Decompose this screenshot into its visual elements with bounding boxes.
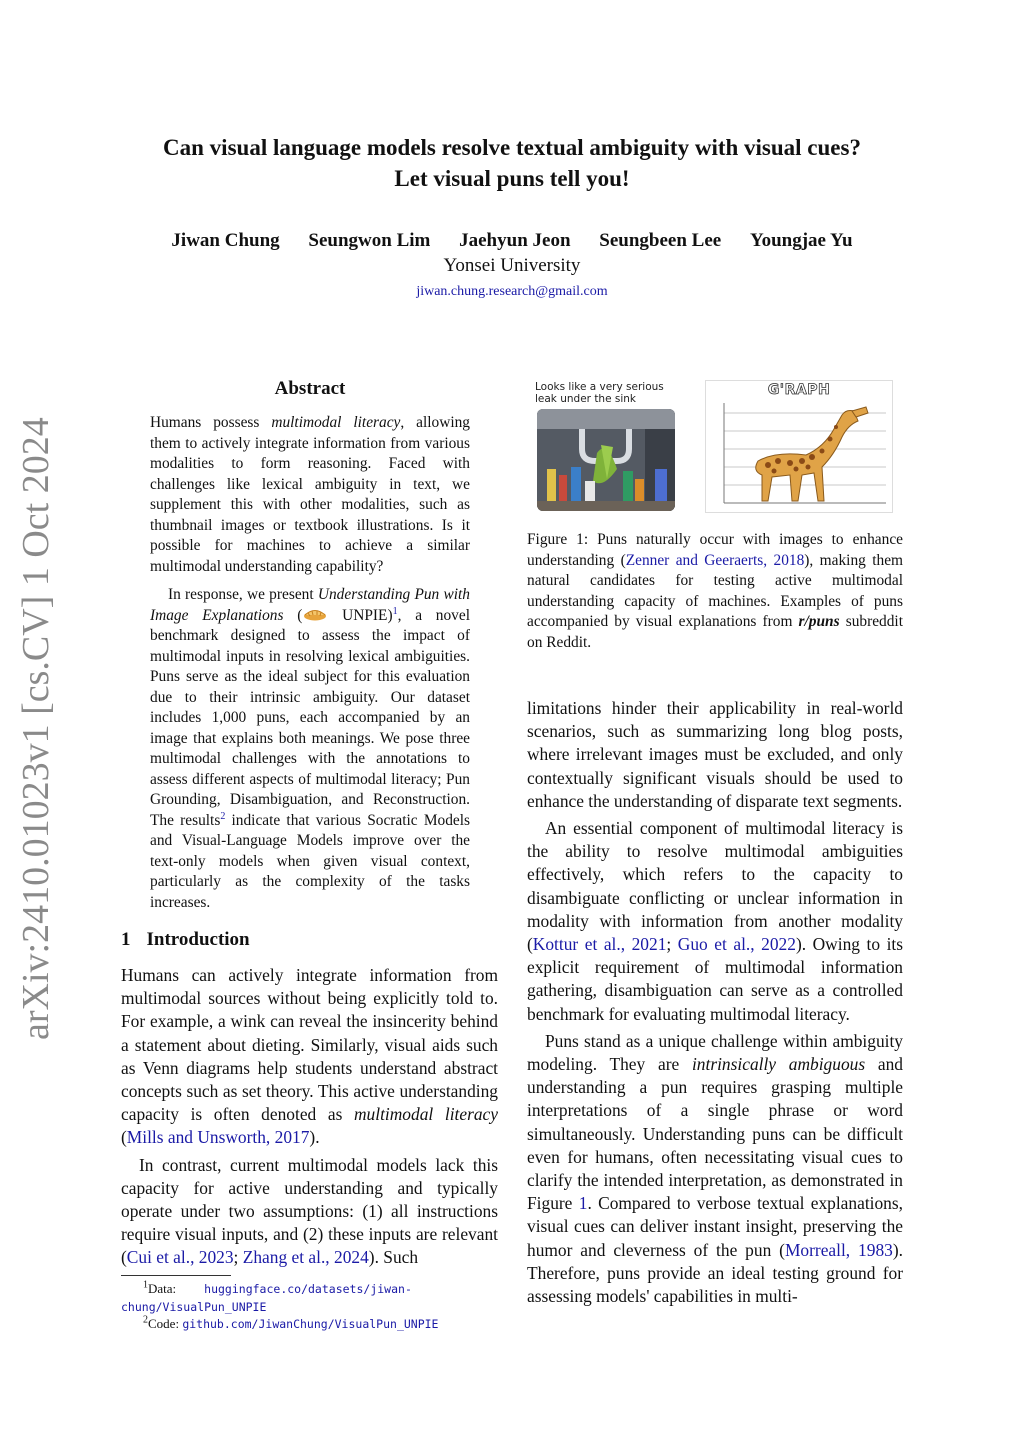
text: . Compared to verbose textual explanations, visual cues can deliver instant insight, preserving the humor and cleverness of the pun ( — [527, 1193, 903, 1260]
author-list — [80, 230, 944, 252]
footnote-rule — [121, 1275, 231, 1276]
emphasis: r/puns — [798, 613, 840, 630]
footnote-1 — [121, 1280, 501, 1316]
sink-leak-illustration — [537, 409, 675, 511]
footnote-mark: 2 — [143, 1314, 148, 1326]
section-heading — [121, 929, 250, 951]
left-column-body — [121, 964, 498, 1274]
text: In response, we present — [168, 586, 318, 603]
text: ). — [309, 1127, 320, 1148]
body-paragraph: limitations hinder their applicability in real-world scenarios, such as summarizing long blog posts, where irrelevant images must be excluded, and only contextually significant visuals should be used to enhance the understanding of disparate text segments. — [527, 698, 903, 811]
section-number: 1 — [121, 929, 131, 950]
text: ( — [121, 1127, 127, 1148]
text: ; — [233, 1247, 243, 1268]
title-line-1: Can visual language models resolve textual ambiguity with visual cues? — [163, 135, 861, 160]
citation-link[interactable]: Zhang et al., 2024 — [242, 1247, 369, 1268]
author: Seungwon Lim — [308, 230, 431, 251]
text: Humans possess — [150, 414, 272, 431]
text: Figure 1: Puns naturally occur with images to enhance understanding ( — [527, 531, 903, 569]
text: ), making them natural candidates for testing active multimodal understanding capacity of machines. Examples of puns accompanied by visual explanations from — [527, 551, 903, 630]
body-paragraph — [121, 964, 498, 1150]
text: ). Owing to its explicit requirement of multimodal information gathering, disambiguation can serve as a controlled benchmark for evaluating multimodal literacy. — [527, 934, 903, 1024]
text: ; — [666, 934, 678, 955]
text: ). Such — [368, 1247, 419, 1268]
author: Seungbeen Lee — [599, 230, 722, 251]
arxiv-identifier: arXiv:2410.01023v1 [cs.CV] 1 Oct 2024 — [15, 417, 57, 1040]
text: indicate that various Socratic Models and Visual-Language Models improve over the text-only models when given visual context, particularly as the complexity of the tasks increases. — [150, 811, 470, 911]
author: Jaehyun Jeon — [459, 230, 571, 251]
text: UNPIE) — [328, 606, 393, 624]
body-paragraph — [527, 817, 903, 1026]
graph-pun-title: G'RAPH — [767, 382, 831, 398]
right-column-body — [527, 697, 903, 1312]
body-paragraph — [527, 1030, 903, 1308]
citation-link[interactable]: Cui et al., 2023 — [126, 1247, 234, 1268]
abstract-heading: Abstract — [274, 378, 346, 399]
code-link[interactable]: github.com/JiwanChung/VisualPun_UNPIE — [182, 1317, 439, 1331]
text: Humans can actively integrate information from multimodal sources without being explicitly told to. For example, a wink can reveal the insincerity behind a statement about dieting. Similarly, visual aids such as Venn diagrams help students understand abstract concepts such as set theory. This active understanding capacity is often denoted as — [121, 965, 498, 1125]
text: Puns stand as a unique challenge within ambiguity modeling. They are — [527, 1030, 903, 1075]
author-email[interactable]: jiwan.chung.research@gmail.com — [416, 284, 608, 299]
title-line-2: Let visual puns tell you! — [394, 166, 630, 191]
sink-leak-photo — [537, 409, 675, 511]
dataset-link[interactable]: huggingface.co/datasets/jiwan-chung/VisualPun_UNPIE — [121, 1282, 412, 1314]
abstract-paragraph — [150, 585, 470, 913]
emphasis: intrinsically ambiguous — [691, 1054, 866, 1075]
pun-image-caption: Looks like a very serious leak under the sink — [535, 381, 664, 405]
pie-emoji-icon — [302, 607, 328, 621]
emphasis: multimodal literacy — [271, 414, 401, 431]
paper-title — [80, 132, 944, 194]
abstract-paragraph — [150, 413, 470, 577]
author: Youngjae Yu — [749, 230, 853, 251]
text: subreddit on Reddit. — [527, 613, 903, 651]
text: An essential component of multimodal literacy is the ability to resolve multimodal ambiguities effectively, which refers to the capacity to disambiguate conflicting or unclear information in modality with information from another modality ( — [527, 818, 903, 955]
author: Jiwan Chung — [171, 230, 280, 251]
text: and understanding a pun requires grasping multiple interpretations of a single phrase or word simultaneously. Understanding puns can be difficult even for humans, often necessitating visual cues to clarify the intended interpretation, as demonstrated in Figure — [527, 1054, 903, 1214]
abstract-body — [150, 413, 470, 921]
text: , a novel benchmark designed to assess the impact of multimodal inputs in resolving lexical ambiguities. Puns serve as the ideal subject for this evaluation due to their intrinsic ambiguity. Our dataset includes 1,000 puns, each accompanied by an image that explains both meanings. We pose three multimodal challenges with the annotations to assess different aspects of multimodal literacy; Pun Grounding, Disambiguation, and Reconstruction. The results — [150, 606, 470, 829]
emphasis: multimodal literacy — [354, 1104, 498, 1125]
citation-link[interactable]: Mills and Unsworth, 2017 — [126, 1127, 310, 1148]
section-title: Introduction — [146, 929, 250, 950]
citation-link[interactable]: Kottur et al., 2021 — [532, 934, 667, 955]
footnote-2 — [121, 1315, 501, 1333]
giraffe-graph-image — [705, 380, 893, 513]
figure-reference-link[interactable]: 1 — [578, 1193, 588, 1214]
text: , allowing them to actively integrate information from various modalities to form reasoning. Faced with challenges like lexical ambiguity in text, we supplement this with other modalities, such as thumbnail images or textbook illustrations. Is it possible for machines to achieve a similar multimodal understanding capability? — [150, 414, 471, 575]
footnote-label: Data: — [148, 1281, 177, 1296]
footnote-mark[interactable]: 2 — [220, 810, 226, 822]
footnote-mark: 1 — [143, 1279, 148, 1291]
footnote-label: Code: — [148, 1316, 183, 1331]
citation-link[interactable]: Morreall, 1983 — [784, 1239, 893, 1260]
text: ). Therefore, puns provide an ideal testing ground for assessing models' capabilities in multi- — [527, 1239, 903, 1307]
text: In contrast, current multimodal models lack this capacity for active understanding and typically operate under two assumptions: (1) all instructions require visual inputs, and (2) these inputs are relevant ( — [121, 1154, 498, 1268]
giraffe-graph-illustration — [706, 381, 892, 512]
body-paragraph — [121, 1154, 498, 1270]
affiliation: Yonsei University — [443, 255, 581, 276]
figure-1-caption — [527, 530, 903, 653]
citation-link[interactable]: Guo et al., 2022 — [677, 934, 796, 955]
emphasis: Understanding Pun with Image Explanations — [150, 586, 470, 624]
text: ( — [283, 606, 303, 624]
footnote-mark[interactable]: 1 — [392, 605, 398, 617]
citation-link[interactable]: Zenner and Geeraerts, 2018 — [625, 551, 805, 569]
